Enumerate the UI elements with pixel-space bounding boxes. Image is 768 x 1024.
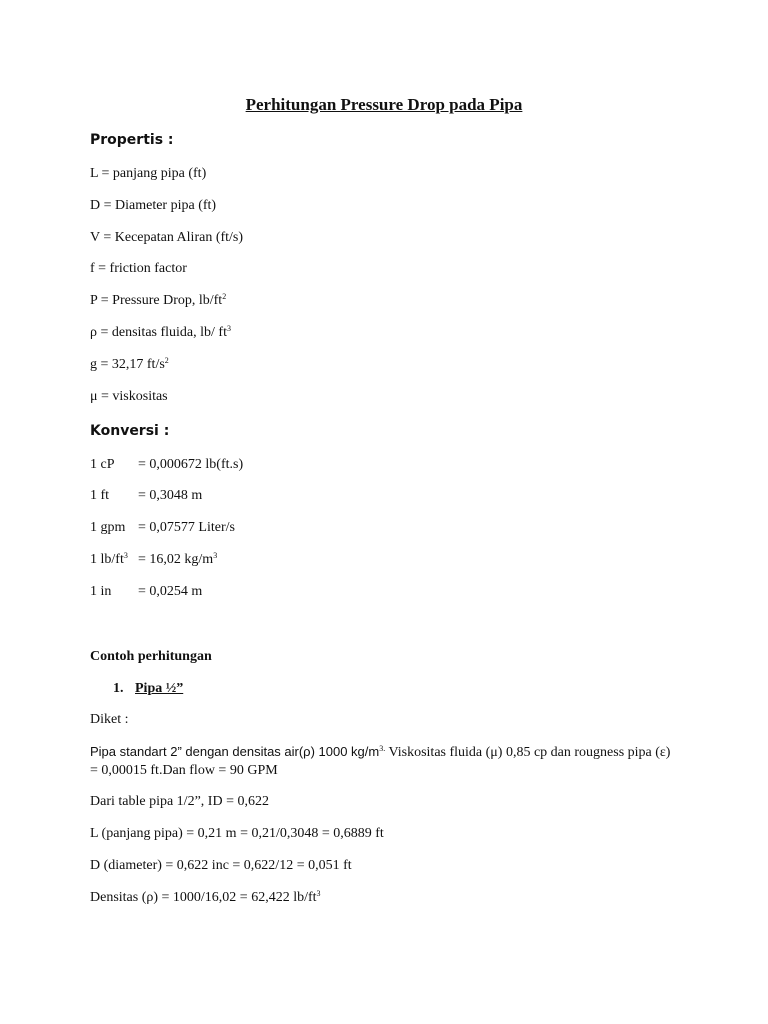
page-title: Perhitungan Pressure Drop pada Pipa (245, 95, 523, 114)
prop-item-gravity: g = 32,17 $ft/s^2$ (90, 356, 169, 372)
example-paragraph-given: Pipa standart 2” dengan densitas air(ρ) 1000 $kg/m^{3.}$ Viskositas fluida (μ) 0,85 cp dan rougness pipa (ε) = 0,00015 ft.Dan flow = 90 GPM (90, 744, 671, 778)
prop-item-density: ρ = densitas fluida, lb/ $ft^3$ (90, 324, 231, 340)
prop-item-pressure: P = Pressure Drop, $lb/ft^2$ (90, 292, 227, 308)
conversion-row: 1 ft = 0,3048 m (90, 488, 203, 503)
diket-label: Diket : (90, 712, 129, 727)
conversion-row: 1 cP = 0,000672 lb(ft.s) (90, 457, 244, 472)
conversion-row: 1 in = 0,0254 m (90, 584, 203, 599)
example-line-density: Densitas (ρ) = 1000/16,02 = 62,422 $lb/ft^3$ (90, 889, 321, 905)
prop-item-friction: f = friction factor (90, 261, 187, 276)
prop-item-velocity: V = Kecepatan Aliran (ft/s) (90, 230, 244, 245)
conversion-row: 1 gpm = 0,07577 Liter/s (90, 520, 235, 535)
example-item-title: Pipa ½” (135, 681, 184, 696)
list-number: 1. (113, 681, 124, 696)
prop-item-diameter: D = Diameter pipa (ft) (90, 198, 217, 213)
example-line-length: L (panjang pipa) = 0,21 m = 0,21/0,3048 = 0,6889 ft (90, 826, 384, 841)
example-heading: Contoh perhitungan (90, 649, 212, 664)
conversion-row: 1 $lb/ft^3 = 16,02$ $kg/m^3$ (90, 551, 218, 567)
example-line-table: Dari table pipa 1/2”, ID = 0,622 (90, 794, 269, 809)
konversi-heading: Konversi : (90, 423, 170, 439)
prop-item-viscosity: μ = viskositas (90, 389, 168, 404)
example-line-diameter: D (diameter) = 0,622 inc = 0,622/12 = 0,051 ft (90, 858, 352, 873)
propertis-heading: Propertis : (90, 132, 174, 148)
prop-item-length: L = panjang pipa (ft) (90, 166, 207, 181)
